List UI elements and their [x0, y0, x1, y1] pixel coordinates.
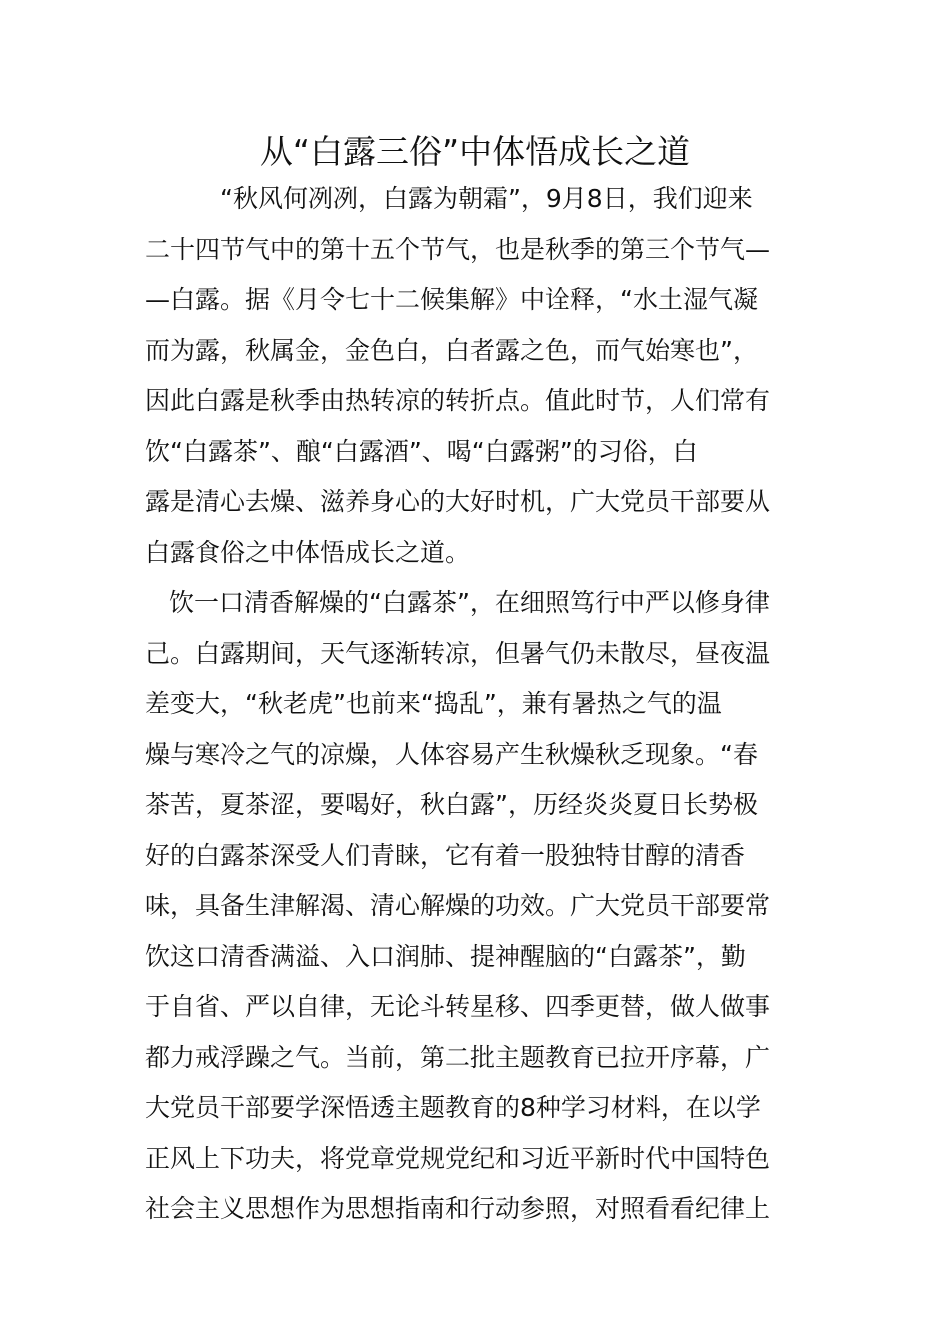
text-line: 社会主义思想作为思想指南和行动参照，对照看看纪律上 [145, 1194, 771, 1223]
text-line: 大党员干部要学深悟透主题教育的8种学习材料，在以学 [145, 1093, 761, 1122]
text-line: —白露。据《月令七十二候集解》中诠释，“水土湿气凝 [145, 285, 758, 314]
text-line: 而为露，秋属金，金色白，白者露之色，而气始寒也”， [145, 335, 758, 365]
text-line: 于自省、严以自律，无论斗转星移、四季更替，做人做事 [145, 992, 771, 1021]
text-line: 己。白露期间，天气逐渐转凉，但暑气仍未散尽，昼夜温 [145, 638, 771, 668]
text-line: 饮一口清香解燥的“白露茶”，在细照笃行中严以修身律 [169, 588, 770, 617]
page-title: 从“白露三俗”中体悟成长之道 [259, 132, 691, 171]
text-line: 露是清心去燥、滋养身心的大好时机，广大党员干部要从 [145, 487, 771, 516]
text-line: 差变大，“秋老虎”也前来“捣乱”，兼有暑热之气的温 [145, 689, 722, 718]
text-line: 因此白露是秋季由热转凉的转折点。值此时节，人们常有 [145, 386, 771, 415]
text-line: 好的白露茶深受人们青睐，它有着一股独特甘醇的清香 [145, 840, 746, 870]
text-line: 燥与寒冷之气的凉燥，人体容易产生秋燥秋乏现象。“春 [145, 739, 758, 769]
text-line: 二十四节气中的第十五个节气，也是秋季的第三个节气— [145, 234, 771, 264]
text-line: 都力戒浮躁之气。当前，第二批主题教育已拉开序幕，广 [145, 1042, 771, 1072]
text-line: 饮“白露茶”、酿“白露酒”、喝“白露粥”的习俗，白 [145, 436, 698, 466]
text-line: 味，具备生津解渴、清心解燥的功效。广大党员干部要常 [145, 891, 771, 920]
text-line: 茶苦，夏茶涩，要喝好，秋白露”，历经炎炎夏日长势极 [145, 790, 758, 819]
text-line: 饮这口清香满溢、入口润肺、提神醒脑的“白露茶”，勤 [145, 941, 746, 971]
text-line: “秋风何冽冽，白露为朝霜”，9月8日，我们迎来 [220, 184, 753, 213]
text-line: 白露食俗之中体悟成长之道。 [145, 537, 471, 567]
document-body [145, 174, 815, 1235]
text-line: 正风上下功夫，将党章党规党纪和习近平新时代中国特色 [145, 1143, 771, 1173]
